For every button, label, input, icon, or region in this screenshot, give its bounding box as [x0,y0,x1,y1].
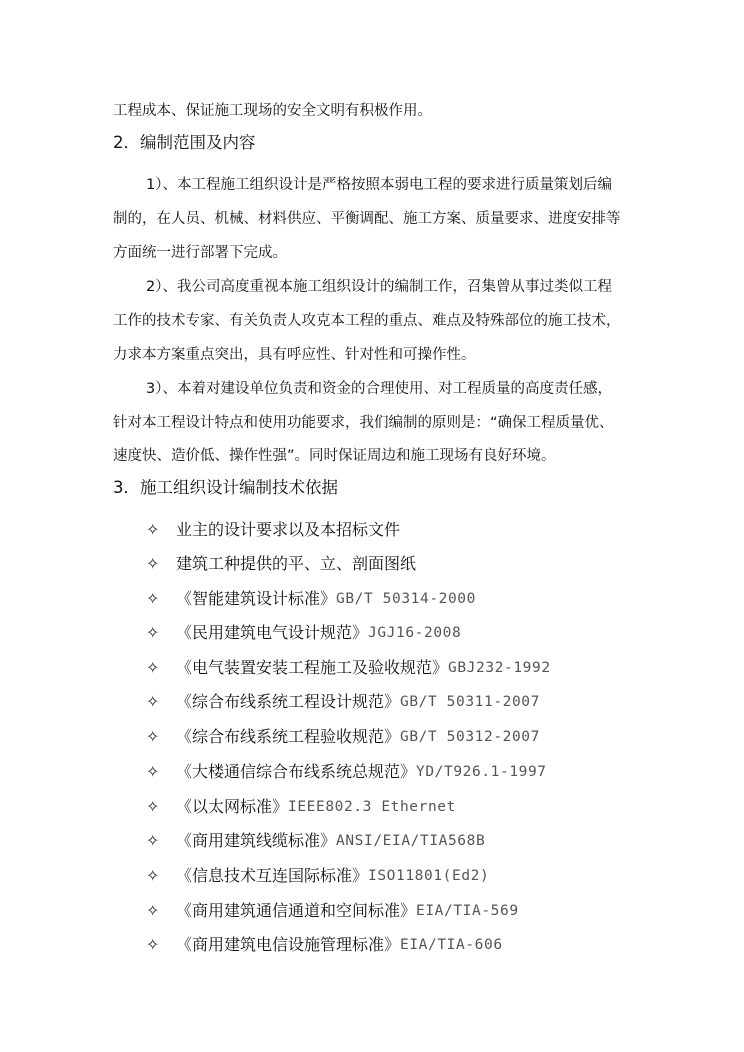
reference-item [146,518,400,542]
reference-title: 《商用建筑电信设施管理标准》 [176,935,401,954]
reference-item [146,690,540,714]
reference-title: 建筑工种提供的平、立、剖面图纸 [176,554,417,573]
reference-title: 《大楼通信综合布线系统总规范》 [176,762,417,781]
reference-item [146,621,461,645]
reference-code: GBJ232-1992 [448,660,551,676]
reference-code: IEEE802.3 Ethernet [288,799,456,815]
diamond-star-icon: ✧ [146,797,160,816]
reference-item [146,899,519,923]
item-1-line-1: 1）、本工程施工组织设计是严格按照本弱电工程的要求进行质量策划后编 [146,177,612,193]
reference-title: 《智能建筑设计标准》 [176,589,337,608]
reference-code: GB/T 50311-2007 [400,694,540,710]
reference-code: EIA/TIA-606 [400,937,503,953]
diamond-star-icon: ✧ [146,762,160,781]
diamond-star-icon: ✧ [146,623,160,642]
diamond-star-icon: ✧ [146,658,160,677]
diamond-star-icon: ✧ [146,831,160,850]
reference-code: ANSI/EIA/TIA568B [336,833,486,849]
item-1-line-3: 方面统一进行部署下完成。 [113,245,287,261]
reference-title: 《电气装置安装工程施工及验收规范》 [176,658,449,677]
reference-title: 《信息技术互连国际标准》 [176,866,369,885]
diamond-star-icon: ✧ [146,692,160,711]
reference-item [146,933,503,957]
reference-code: JGJ16-2008 [368,625,462,641]
reference-item [146,552,416,576]
reference-title: 《商用建筑线缆标准》 [176,831,337,850]
reference-item [146,587,476,611]
item-3-line-2: 针对本工程设计特点和使用功能要求，我们编制的原则是：“确保工程质量优、 [113,415,614,431]
diamond-star-icon: ✧ [146,554,160,573]
reference-item [146,725,540,749]
reference-title: 《综合布线系统工程设计规范》 [176,692,401,711]
item-1-line-2: 制的，在人员、机械、材料供应、平衡调配、施工方案、质量要求、进度安排等 [113,211,621,227]
item-3-line-1: 3）、本着对建设单位负责和资金的合理使用、对工程质量的高度责任感， [146,381,612,397]
section-2-heading: 2．编制范围及内容 [113,133,256,152]
reference-code: YD/T926.1-1997 [416,764,547,780]
reference-item [146,656,551,680]
diamond-star-icon: ✧ [146,727,160,746]
reference-item [146,760,547,784]
item-2-line-1: 2）、我公司高度重视本施工组织设计的编制工作，召集曾从事过类似工程 [146,279,612,295]
diamond-star-icon: ✧ [146,589,160,608]
reference-title: 业主的设计要求以及本招标文件 [176,520,401,539]
reference-code: GB/T 50312-2007 [400,729,540,745]
item-3-line-3: 速度快、造价低、操作性强”。同时保证周边和施工现场有良好环境。 [113,448,556,464]
reference-title: 《民用建筑电气设计规范》 [176,623,369,642]
reference-code: EIA/TIA-569 [416,903,519,919]
reference-item [146,829,485,853]
reference-code: GB/T 50314-2000 [336,591,476,607]
diamond-star-icon: ✧ [146,901,160,920]
reference-item [146,864,489,888]
diamond-star-icon: ✧ [146,935,160,954]
item-2-line-3: 力求本方案重点突出，具有呼应性、针对性和可操作性。 [113,347,476,363]
reference-item [146,795,456,819]
paragraph-continuation: 工程成本、保证施工现场的安全文明有积极作用。 [113,103,432,119]
reference-code: ISO11801(Ed2) [368,868,490,884]
reference-title: 《商用建筑通信通道和空间标准》 [176,901,417,920]
reference-title: 《以太网标准》 [176,797,289,816]
diamond-star-icon: ✧ [146,520,160,539]
item-2-line-2: 工作的技术专家、有关负责人攻克本工程的重点、难点及特殊部位的施工技术， [113,313,621,329]
section-3-heading: 3．施工组织设计编制技术依据 [113,478,338,497]
reference-title: 《综合布线系统工程验收规范》 [176,727,401,746]
diamond-star-icon: ✧ [146,866,160,885]
